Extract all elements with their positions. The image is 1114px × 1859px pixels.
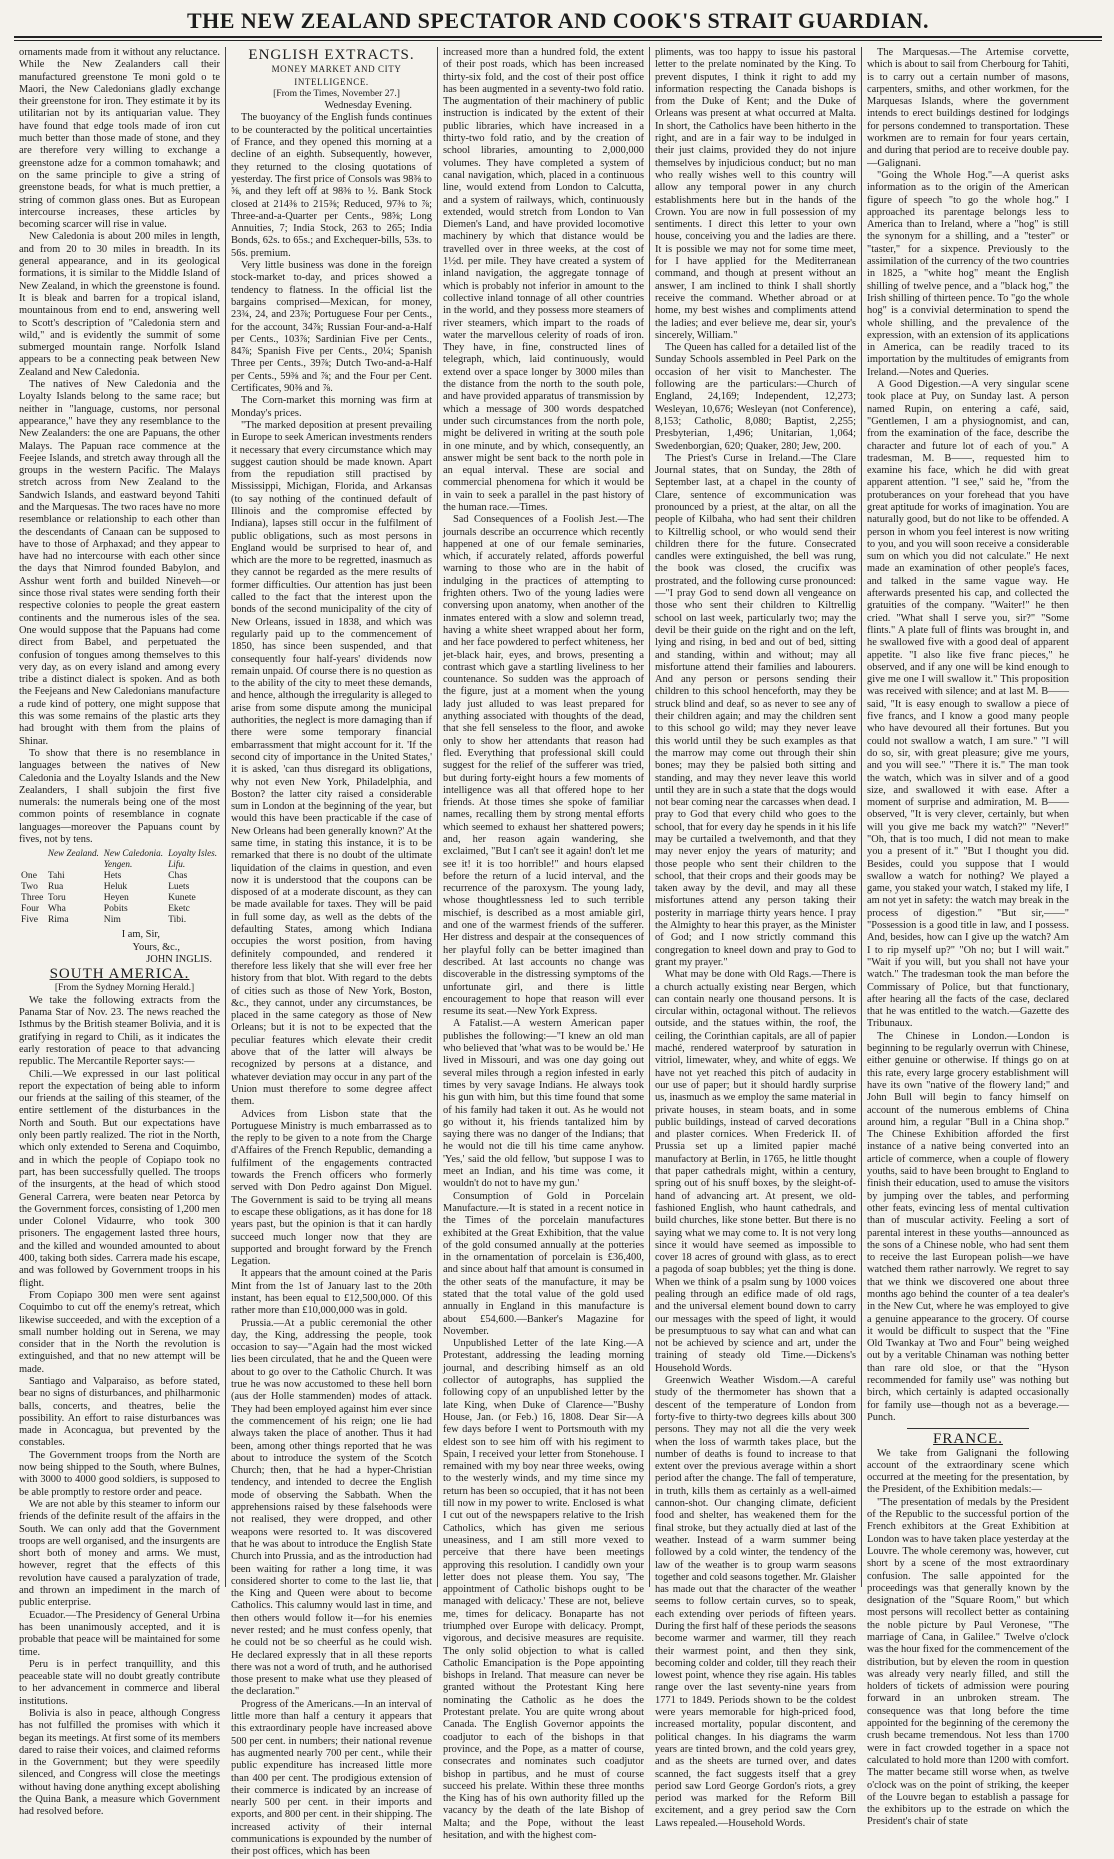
paragraph: The Priest's Curse in Ireland.—The Clare Journal states, that on Sunday, the 28th of September last, at a chapel in the county of Clare, sentence of excommunication was pronounced by a priest, at the altar, on all the people of Kilbaha, who had sent their children to Kiltrellig school, or who would send their children there for the future. Consecrated candles were extinguished, the bell was rung, the book was closed, the crucifix was prostrated, and the following curse pronounced:—"I pray God to send down all vengeance on those who sent their children to Kiltrellig school on last week, particularly two; may the devil be their guide on the right and on the left, lying and rising, in bed and out of bed, sitting and standing, within and without; may all misfortune attend their families and labourers. And any person or persons sending their children to this school henceforth, may they be struck blind and deaf, so as never to see any of their children again; and may the children sent to this school go wild; may they never leave this world until they be such examples as that the marrow may come out through their shin bones; may they be palsied both sitting and standing, and may they never leave this world until they are in such a state that the dogs would not bear coming near the carcasses when dead. I pray to God that every child who goes to the school, that for every day he spends in it his life may be curtailed a twelvemonth, and that they may never enjoy the years of maturity; and those people who sent their children to the school, that their crops and their goods may be taken away by the devil, and may all these misfortunes attend any person taking their posterity in marriage thirty years hence. I pray the Almighty to hear this prayer, as the Minister of God; and I now strictly command this congregation to kneel down and pray to God to grant my prayer.": [655, 452, 856, 968]
table-cell: Rua: [47, 881, 64, 893]
section-divider: [907, 1428, 1028, 1429]
column-3: [438, 47, 650, 1842]
paragraph: The Government troops from the North are now being shipped to the South, where Bulnes, with 3000 to 4000 good soldiers, is supposed to be able promptly to restore order and peace.: [19, 1449, 220, 1498]
table-row: [19, 870, 220, 881]
dateline: Wednesday Evening.: [324, 100, 412, 112]
paragraph: Greenwich Weather Wisdom.—A careful study of the thermometer has shown that a descent of the temperature of London from forty-five to thirty-two degrees kills about 300 persons. They may not all die the very week when the loss of warmth takes place, but the number of deaths is found to increase to that extent over the previous average within a short period after the change. The fall of temperature, in truth, kills them as certainly as a well-aimed cannon-shot. Our changing climate, deficient food and shelter, has weakened them for the final stroke, but they actually died at last of the weather. Instead of a warm summer being followed by a cold winter, the tendency of the law of the weather is to group warm seasons together and cold seasons together. Mr. Glaisher has made out that the character of the weather seems to follow certain curves, so to speak, each extending over periods of fifteen years. During the first half of these periods the seasons become warmer and warmer, till they reach their warmest point, and then they sink, becoming colder and colder, till they reach their lowest point, whence they rise again. His tables range over the last seventy-nine years from 1771 to 1849. Periods shown to be the coldest were years memorable for high-priced food, increased mortality, popular discontent, and political changes. In his diagrams the warm years are tinted brown, and the cold years grey, and as the sheets are turned over, and dates scanned, the fact suggests itself that a grey period saw Lord George Gordon's riots, a grey period was marked for the Reform Bill excitement, and a grey period saw the Corn Laws repealed.—Household Words.: [655, 1375, 856, 1829]
table-cell: Heluk: [103, 881, 128, 893]
paragraph: Prussia.—At a public ceremonial the other day, the King, addressing the people, took occasion to say—"Again had the most wicked lies been circulated, that he and the Queen were about to go over to the Catholic Church. It was true he was now accustomed to these hell born (aus der Holle stammenden) modes of attack. They had been employed against him ever since the commencement of his reign; one lie had always taken the place of another. Thus it had been, among other things reported that he was about to introduce the system of the Scotch Church; then, that he had a hyper-Christian tendency, and intended to decree the English mode of observing the Sabbath. When the apprehensions raised by these falsehoods were not realised, they were dropped, and other weapons were resorted to. It was discovered that he was about to introduce the English State Church into Prussia, and as the introduction had been waiting for rather a long time, it was considered shorter to come to the last lie, that the King and Queen were about to become Catholics. This calumny would last in time, and then others would follow it—for his enemies never rested; and he must confess openly, that he could not be so cheerful as he could wish. He declared expressly that in all these reports there was not a word of truth, and he authorised those present to make what use they pleased of the declaration.": [231, 1317, 432, 1698]
table-row: [19, 881, 220, 892]
paragraph: The buoyancy of the English funds continues to be counteracted by the political uncertainties of France, and they opened this morning at a decline of an eighth. Subsequently, however, they returned to the closing quotations of yesterday. The first price of Consols was 98⅜ to ⅝, and they left off at 98⅜ to ½. Bank Stock closed at 214⅜ to 215⅜; Reduced, 97⅜ to ⅞; Three-and-a-Quarter per Cents., 98⅝; Long Annuities, 7; India Stock, 263 to 265; India Bonds, 62s. to 65s.; and Exchequer-bills, 53s. to 56s. premium.: [231, 112, 432, 259]
section-heading: ENGLISH EXTRACTS.: [248, 47, 415, 63]
table-header: Yengen.: [103, 859, 133, 870]
section-heading: FRANCE.: [933, 1431, 1003, 1448]
table-cell: One: [21, 870, 37, 882]
paragraph: Ecuador.—The Presidency of General Urbina has been unanimously accepted, and it is probable that peace will be maintained for some time.: [19, 1609, 220, 1658]
closing: I am, Sir,: [121, 929, 160, 941]
table-cell: Four: [21, 903, 40, 915]
column-5: [862, 47, 1074, 1828]
table-cell: Nim: [103, 914, 121, 926]
source-line: [From the Sydney Morning Herald.]: [54, 982, 195, 994]
paragraph: It appears that the amount coined at the Paris Mint from the 1st of January last to the 20th instant, has been equal to £12,500,000. Of this rather more than £10,000,000 was in gold.: [231, 1268, 432, 1317]
table-cell: Chas: [168, 870, 188, 882]
table-header: Lifu.: [168, 859, 186, 870]
paragraph: The Corn-market this morning was firm at Monday's prices.: [231, 395, 432, 419]
masthead: THE NEW ZEALAND SPECTATOR AND COOK'S STRAIT GUARDIAN.: [14, 6, 1102, 38]
paragraph: Bolivia is also in peace, although Congress has not fulfilled the promises with which it began its meetings. At first some of its members dared to raise their voices, and claimed reforms in the Government; but they were speedily silenced, and Congress will close the meetings without having done anything except abolishing the Quina Bank, a measure which Government had resolved before.: [19, 1708, 220, 1818]
source-line: [From the Times, November 27.]: [273, 87, 400, 99]
paragraph: The Queen has called for a detailed list of the Sunday Schools assembled in Peel Park on the occasion of her visit to Manchester. The following are the particulars:—Church of England, 24,169; Independent, 12,273; Wesleyan, 10,676; Wesleyan (not Conference), 8,153; Catholic, 8,080; Baptist, 2,255; Presbyterian, 1,496; Unitarian, 1,064; Swedenborgian, 620; Quaker, 280; Jew, 200.: [655, 342, 856, 452]
table-cell: Luets: [168, 881, 190, 893]
table-cell: Hets: [103, 870, 122, 882]
paragraph: Unpublished Letter of the late King.—A Protestant, addressing the leading morning journal, and describing himself as an old collector of autographs, has supplied the following copy of an unpublished letter by the late King, when Duke of Clarence—"Bushy House, Jan. (or Feb.) 16, 1808. Dear Sir—A few days before I went to Portsmouth with my eldest son to see him off with his regiment to Spain, I received your letter from Stonehouse. I remained with my boy near three weeks, owing to the westerly winds, and my time since my return has been so occupied, that it has not been till now in my power to write. Enclosed is what I cut out of the newspapers relative to the Irish Catholics, which has given me serious uneasiness, and I am still more vexed to perceive that there have been meetings approving this resolution. I candidly own your letter does not please them. You say, 'The appointment of Catholic bishops ought to be managed with delicacy.' These are not, believe me, times for delicacy. Bonaparte has not triumphed over Europe with delicacy. Prompt, vigorous, and decisive measures are requisite. The only solid objection to what is called Catholic Emancipation is the Pope appointing bishops in Ireland. That measure can never be granted without the Protestant King here nominating the Catholic as he does the Protestant prelate. You are quite wrong about Canada. The English Governor appoints the coadjutor to each of the bishops in that province, and the Pope, as a matter of course, consecrates and nominates such coadjutor bishop in partibus, and he must of course succeed his prelate. Within these three months the King has of his own authority filled up the vacancy by the death of the late Bishop of Malta; and the Pope, without the least hesitation, and with the highest com-: [443, 1338, 644, 1842]
paragraph: increased more than a hundred fold, the extent of their post roads, which has been increased thirty-six fold, and the cost of their post office has been augmented in a seventy-two fold ratio. The augmentation of their machinery of public instruction is indicated by the extent of their public libraries, which have increased in a thirty-two fold ratio, and by the creation of school libraries, amounting to 2,000,000 volumes. They have completed a system of canal navigation, which, placed in a continuous line, would extend from London to Calcutta, and a system of railways, which, continuously extended, would stretch from London to Van Diemen's Land, and have provided locomotive machinery by which that distance would be travelled over in three weeks, at the cost of 1½d. per mile. They have created a system of inland navigation, the aggregate tonnage of which is probably not inferior in amount to the collective inland tonnage of all other countries in the world, and they possess more steamers of river steamers, which impart to the roads of water the marvellous celerity of roads of iron. They have, in fine, constructed lines of telegraph, which, laid continuously, would extend over a space longer by 3000 miles than the distance from the north to the south pole, and have provided apparatus of transmission by which a message of 300 words despatched under such circumstances from the north pole, might be delivered in writing at the south pole in one minute, and by which, consequently, an answer might be sent back to the north pole in an equal interval. These are social and commercial phenomena for which it would be in vain to seek a parallel in the past history of the human race.—Times.: [443, 47, 644, 513]
paragraph: A Good Digestion.—A very singular scene took place at Puy, on Sunday last. A person named Rupin, on entering a café, said, "Gentlemen, I am a physiognomist, and can, from the examination of the face, describe the character and future lot of each of you." A tradesman, M. B——, requested him to examine his face, which he did with great apparent attention. "I see," said he, "from the protuberances on your forehead that you have great aptitude for works of imagination. You are naturally good, but do not like to be offended. A person in whom you feel interest is now writing to you, and you will soon receive a considerable sum on which you did not calculate." He next made an examination of other people's faces, and talked in the same vague way. He afterwards presented his cap, and collected the gratuities of the company. "Waiter!" he then cried. "What shall I serve you, sir?" "Some flints." A plate full of flints was brought in, and he swallowed five with a good deal of apparent appetite. "I also like five franc pieces," he observed, and if any one will be kind enough to give me one I will swallow it." This proposition was received with silence; and at last M. B—— said, "It is easy enough to swallow a piece of five francs, and I know a good many people who have devoured all their fortunes. But you could not swallow a watch, I am sure." "I will do so, sir, with great pleasure; give me yours, and you will see." "There it is." The man took the watch, which was in silver and of a good size, and swallowed it with ease. After a moment of surprise and admiration, M. B—— observed, "It is very clever, certainly, but when will you give me back my watch?" "Never!" "Oh, that is too much, I did not mean to make you a present of it." "But I thought you did. Besides, could you suppose that I would swallow a watch for nothing? We played a game, you staked your watch, I staked my life, I am not yet in safety: the watch may break in the process of digestion." "But sir,——" "Possession is a good title in law, and I possess. And, besides, how can I give up the watch? Am I to rip myself up?" "Oh no; but I will wait." "Wait if you will, but you shall not have your watch." The tradesman took the man before the Commissary of Police, but that functionary, after hearing all the facts of the case, declared that he was entitled to the watch.—Gazette des Tribunaux.: [867, 379, 1069, 1030]
section-subheading: MONEY MARKET AND CITY INTELLIGENCE.: [271, 64, 402, 87]
signature: JOHN INGLIS.: [146, 953, 212, 965]
paragraph: Peru is in perfect tranquillity, and this peaceable state will no doubt greatly contribute to her advancement in commerce and liberal institutions.: [19, 1658, 220, 1707]
numerals-table: [19, 848, 220, 925]
paragraph: We are not able by this steamer to inform our friends of the definite result of the affairs in the South. We can only add that the Government troops are well organised, and the insurgents are short both of money and arms. We must, however, regret that the effects of this revolution have caused a paralyzation of trade, and thrown an impediment in the march of public enterprise.: [19, 1498, 220, 1609]
table-header: Loyalty Isles.: [168, 848, 218, 859]
paragraph: The Chinese in London.—London is beginning to be regularly overrun with Chinese, either genuine or otherwise. If things go on at this rate, every large grocery establishment will have its own "native of the flowery land;" and John Bull will begin to fancy himself on account of the numerous emblems of China around him, a regular "Bull in a China shop." The Chinese Exhibition afforded the first instance of a native being converted into an article of commerce, when a couple of flowery youths, said to have been brought to England to finish their education, used to amuse the visitors by jumping over the tables, and performing other feats, evincing less of mental cultivation than of muscular activity. Feeling a sort of parental interest in these youths—announced as the sons of a Chinese noble, who had sent them to receive the last European polish—we have watched them rather narrowly. We regret to say that we think we discovered one about three months ago behind the counter of a tea dealer's in the New Cut, where he was employed to give a genuine appearance to the grocery. Of course it would be difficult to suspect that the "Fine Old Twankay at Two and Four" being weighed out by a veritable Chinaman was nothing better than rare old sloe, or that the "Hyson recommended for family use" was nothing but birch, which certainly is adapted occasionally for family use—though not as a beverage.—Punch.: [867, 1030, 1069, 1423]
paragraph: Progress of the Americans.—In an interval of little more than half a century it appears that this extraordinary people have increased above 500 per cent. in numbers; their national revenue has augmented nearly 700 per cent., while their public expenditure has increased little more than 400 per cent. The prodigious extension of their commerce is indicated by an increase of nearly 500 per cent. in their imports and exports, and 800 per cent. in their shipping. The increased activity of their internal communications is expounded by the number of their post offices, which has been: [231, 1698, 432, 1858]
table-cell: Tibi.: [168, 914, 187, 926]
column-2: [226, 47, 438, 1858]
paragraph: Santiago and Valparaiso, as before stated, bear no signs of disturbances, and philharmonic balls, concerts, and theatres, belie the possibility. An effort to raise disturbances was made in Aconcagua, but prevented by the constables.: [19, 1375, 220, 1449]
table-row: [19, 903, 220, 914]
column-4: [650, 47, 862, 1829]
table-cell: Heyen: [103, 892, 129, 904]
closing: Yours, &c.,: [132, 941, 180, 953]
paragraph: The natives of New Caledonia and the Loyalty Islands belong to the same race; but neither in "language, customs, nor personal appearance," have they any resemblance to the New Zealanders: the one are Papuans, the other Malays. The Papuan race commence at the Feejee Islands, and stretch away through all the groups in the western Pacific. The Malays stretch across from New Zealand to the Sandwich Islands, and eastward beyond Tahiti and the Marquesas. The two races have no more resemblance or relationship to each other than the descendants of Canaan can be supposed to have to those of Arphaxad; and they appear to have had no intercourse with each other since the days that Nimrod founded Babylon, and Asshur went forth and builded Nineveh—or since those rival states were sending forth their respective colonies to people the great eastern continents and the numerous isles of the sea. One would suppose that the Papuans had come direct from Babel, and perpetuated the confusion of tongues among themselves to this very day, as on every island and among every tribe a distinct dialect is spoken. And as both the Feejeans and New Caledonians manufacture a rude kind of pottery, one might suppose that this was some remains of the plastic arts they had brought with them from the plains of Shinar.: [19, 379, 220, 747]
table-cell: Two: [21, 881, 38, 893]
paragraph: "Going the Whole Hog."—A querist asks information as to the origin of the American figure of speech "to go the whole hog." I approached its parentage belongs less to America than to Ireland, where a "hog" is still the synonym for a shilling, and a "tester" or "taster," for a sixpence. Previously to the assimilation of the currency of the two countries in 1825, a "white hog" meant the English shilling of twelve pence, and a "black hog," the Irish shilling of thirteen pence. To "go the whole hog" is a convivial determination to spend the whole shilling, and the prevalence of the expression, with an extension of its applications in America, can be readily traced to its importation by the multitudes of emigrants from Ireland.—Notes and Queries.: [867, 169, 1069, 378]
paragraph: Chili.—We expressed in our last political report the expectation of being able to inform our friends at the sailing of this steamer, of the entire settlement of the disturbances in the North and South. But our expectations have only been partly realized. The riot in the North, which only extended to Serena and Coquimbo, and in which the people of Copiapo took no part, has been successfully quelled. The troops of the insurgents, at the head of which stood General Carrera, were beaten near Petorca by the Government forces, consisting of 1,200 men under Colonel Vidaurre, who took 300 prisoners. The engagement lasted three hours, and the killed and wounded amounted to about 400, taking both sides. Carrera made his escape, and was followed by Government troops in his flight.: [19, 1068, 220, 1289]
table-cell: Tahi: [47, 870, 65, 882]
paragraph: pliments, was too happy to issue his pastoral letter to the prelate nominated by the King. To prevent disputes, I think it right to add my information respecting the Canada bishops is from the Duke of Kent; and the Duke of Orleans was present at what occurred at Malta. In short, the Catholics have been hitherto in the right, and are in a fair way to be indulged in their just claims, provided they do not injure themselves by injudicious conduct; but no man who really wishes well to this country will allow any temporal power in any church establishments here but in the hands of the Crown. You are now in full possession of my sentiments. I direct this letter to your own house, conceiving you and the ladies are there. It is possible we may not for some time meet, for I have applied for the Mediterranean command, and though at present without an answer, I am inclined to think I shall shortly receive the command. Whether abroad or at home, my best wishes and compliments attend the ladies; and ever believe me, dear sir, your's sincerely, William.": [655, 47, 856, 341]
table-subheader-row: [19, 859, 220, 870]
table-cell: Three: [21, 892, 44, 904]
table-row: [19, 914, 220, 925]
columns: [14, 47, 1102, 1858]
table-header: [19, 848, 46, 859]
masthead-rule: [14, 40, 1102, 41]
table-cell: Eketc: [168, 903, 190, 915]
table-cell: Five: [21, 914, 39, 926]
column-1: [14, 47, 226, 1818]
table-cell: Rima: [47, 914, 69, 926]
paragraph: We take from Galignani the following account of the extraordinary scene which occurred at the meeting for the presentation, by the President, of the Exhibition medals:—: [867, 1447, 1069, 1496]
paragraph: What may be done with Old Rags.—There is a church actually existing near Bergen, which can contain nearly one thousand persons. It is circular within, octagonal without. The relievos outside, and the statues within, the roof, the ceiling, the Corinthian capitals, are all of papier maché, rendered waterproof by saturation in vitriol, limewater, whey, and white of eggs. We have not yet reached this pitch of audacity in our use of paper; but it should hardly surprise us, inasmuch as we employ the same material in private houses, in steam boats, and in some public buildings, instead of carved decorations and plaster cornices. When Frederick II. of Prussia set up a limited papier maché manufactory at Berlin, in 1765, he little thought that paper cathedrals might, within a century, spring out of his snuff boxes, by the sleight-of-hand of advancing art. At present, we old-fashioned English, who haunt cathedrals, and build churches, like stone better. But there is no saying what we may come to. It is not very long since it would have seemed as impossible to cover 18 acres of ground with glass, as to erect a pagoda of soap bubbles; yet the thing is done. When we think of a psalm sung by 1000 voices pealing through an edifice made of old rags, and the universal element bound down to carry our messages with the speed of light, it would be presumptuous to say what can and what can not be achieved by science and art, under the training of steady old Time.—Dickens's Household Words.: [655, 969, 856, 1374]
table-cell: Kunete: [168, 892, 196, 904]
paragraph: "The presentation of medals by the President of the Republic to the successful portion of the French exhibitors at the Great Exhibition at London was to have taken place yesterday at the Louvre. The whole ceremony was, however, cut short by a scene of the most extraordinary confusion. The salle appointed for the proceedings was that generally known by the designation of the "Square Room," but which most persons will recollect better as containing the noble picture by Paul Veronese, "The marriage of Cana, in Galilee." Twelve o'clock was the hour fixed for the commencement of the distribution, but by eleven the room in question was already very nearly filled, and still the holders of tickets of admission were pouring forward in an unbroken stream. The consequence was that long before the time appointed for the beginning of the ceremony the crush became tremendous. Not less than 1700 were in fact crowded together in a space not calculated to hold more than 1200 with comfort. The matter became still worse when, as twelve o'clock was on the point of striking, the keeper of the Louvre began to establish a passage for the exhibitors up to the estrade on which the President's chair of state: [867, 1496, 1069, 1828]
table-cell: Wha: [47, 903, 66, 915]
paragraph: From Copiapo 300 men were sent against Coquimbo to cut off the enemy's retreat, which likewise succeeded, and with the exception of a small number holding out in Serena, we may consider that in the North the revolution is extinguished, and that no new attempt will be made.: [19, 1289, 220, 1375]
paragraph: Advices from Lisbon state that the Portuguese Ministry is much embarrassed as to the reply to be given to a note from the Charge d'Affaires of the French Republic, demanding a fulfilment of the engagements contracted towards the French officers who formerly served with Don Pedro against Don Miguel. The Government is said to be trying all means to escape these obligations, as it has done for 18 years past, but the opinion is that it can hardly succeed much longer now that they are supported and brought forward by the French Legation.: [231, 1108, 432, 1268]
paragraph: Very little business was done in the foreign stock-market to-day, and prices showed a tendency to flatness. In the official list the bargains comprised—Mexican, for money, 23¾, 24, and 23⅞; Portuguese Four per Cents., for the account, 34⅞; Russian Four-and-a-Half per Cents., 103⅞; Sardinian Five per Cents., 84⅞; Spanish Five per Cents., 20¼; Spanish Three per Cents., 39⅞; Dutch Two-and-a-Half per Cents., 59⅜ and ⅞; and the Four per Cent. Certificates, 90⅜ and ⅞.: [231, 260, 432, 395]
section-heading: SOUTH AMERICA.: [49, 966, 190, 983]
paragraph: ornaments made from it without any reluctance. While the New Zealanders call their manufactured greenstone Te moni gold o te Maori, the New Caledonians gladly exchange their greenstone for iron. They estimate it by its utilitarian not by its antiquarian value. They have found that edge tools made of iron cut much better than those made of stone, and they are therefore very willing to exchange a greenstone adze for a common tomahawk; and on the same principle to give a string of greenstone beads, for what is much prettier, a string of common glass ones. But as European intercourse increases, these articles by becoming scarcer will rise in value.: [19, 47, 220, 231]
paragraph: The Marquesas.—The Artemise corvette, which is about to sail from Cherbourg for Tahiti, is to carry out a certain number of masons, carpenters, smiths, and other workmen, for the Marquesas Islands, where the government intends to erect buildings destined for lodgings for persons condemned to transportation. These workmen are to remain for four years certain, and during that period are to receive double pay.—Galignani.: [867, 47, 1069, 169]
paragraph: To show that there is no resemblance in languages between the natives of New Caledonia and the Loyalty Islands and the New Zealanders, I shall subjoin the first five numerals: the numerals being one of the most common points of resemblance in cognate languages—moreover the Papuans count by fives, not by tens.: [19, 747, 220, 845]
paragraph: New Caledonia is about 200 miles in length, and from 20 to 30 miles in breadth. In its general appearance, and in its geological formations, it is similar to the Middle Island of New Zealand, in which the greenstone is found. It is bleak and barren for a tropical island, mountainous from end to end, answering well to Scott's description of "Caledonia stern and wild," and is evidently the summit of some submerged mountain range. Norfolk Island appears to be a connecting peak between New Zealand and New Caledonia.: [19, 231, 220, 378]
paragraph: A Fatalist.—A western American paper publishes the following:—"I knew an old man who believed that 'what was to be would be.' He lived in Missouri, and was one day going out several miles through a region infested in early times by very savage Indians. He always took his gun with him, but this time found that some of his family had taken it out. As he would not go without it, his friends tantalized him by saying there was no danger of the Indians; that he would not die till his time came anyhow. 'Yes,' said the old fellow, 'but suppose I was to meet an Indian, and his time was come, it wouldn't do not to have my gun.': [443, 1018, 644, 1190]
paragraph: We take the following extracts from the Panama Star of Nov. 23. The news reached the Isthmus by the British steamer Bolivia, and it is gratifying in regard to Chili, as it indicates the early restoration of peace to that advancing republic. The Mercantile Reporter says:—: [19, 994, 220, 1068]
table-header-row: [19, 848, 220, 859]
paragraph: Sad Consequences of a Foolish Jest.—The journals describe an occurrence which recently happened at one of our female seminaries, which, if accurately related, affords powerful warning to those who are in the habit of indulging in the practices of attempting to frighten others. Two of the young ladies were conversing upon anatomy, when another of the inmates entered with a slow and solemn tread, having a white sheet wrapped about her form, and her face powdered to perfect whiteness, her jet-black hair, eyes, and brows, presenting a contrast which gave a startling liveliness to her countenance. So sudden was the approach of the figure, just at a moment when the young lady just alluded to was least prepared for anything associated with thoughts of the dead, that she fell senseless to the floor, and awoke only to show her attendants that reason had fled. Everything that professional skill could suggest for the relief of the sufferer was tried, but during forty-eight hours a few moments of intelligence was all that offered hope to her friends. At those times she spoke of familiar names, recalling them by strong mental efforts which seemed to exhaust her shattered powers; and, her reason again wandering, she exclaimed, "But I can't see it again! don't let me see it! it is too horrible!" and hours elapsed before the return of a lucid interval, and the recurrence of the paroxysm. The young lady, whose thoughtlessness led to such terrible mischief, is described as a most amiable girl, and one of the warmest friends of the sufferer. Her distress and despair at the consequences of her playful folly can be better imagined than described. At last accounts no change was discoverable in the distressing symptoms of the unfortunate girl, and there is little encouragement to hope that reason will ever resume its seat.—New York Express.: [443, 514, 644, 1018]
paragraph: "The marked deposition at present prevailing in Europe to seek American investments renders it necessary that every circumstance which may suggest caution should be made known. Apart from the repudiation still practised by Mississippi, Michigan, Florida, and Arkansas (to say nothing of the continued default of Illinois and the compromise effected by Indiana), lapses still occur in the fulfilment of public obligations, such as most persons in England would be surprised to hear of, and which are the more to be regretted, inasmuch as they cannot be regarded as the mere results of former difficulties. Our attention has just been called to the fact that the interest upon the bonds of the second municipality of the city of New Orleans, issued in 1838, and which was regularly paid up to the commencement of 1850, has since been suspended, and that consequently four half-years' dividends now remain unpaid. Of course there is no question as to the ability of the city to meet these demands, and hence, although the irregularity is alleged to arise from some dispute among the municipal authorities, the neglect is more damaging than if there were some temporary financial embarrassment that might account for it. 'If the second city of importance in the United States,' it is asked, 'can thus disregard its obligations, why not even New York, Philadelphia, and Boston? the latter city raised a considerable sum in London at the beginning of the year, but would this have been practicable if the case of New Orleans had been generally known?' At the same time, in stating this instance, it is to be remarked that there is no doubt of the ultimate liquidation of the claims in question, and even now it is understood that the coupons can be disposed of at a moderate discount, as they can be made available for taxes. They will be paid in full some day, as well as the debts of the defaulting States, among which Indiana occupies the worst position, from having definitely compounded, and rendered it therefore less likely that she will ever free her history from that blot. With regard to the debts of cities such as those of New York, Boston, &c., they cannot, under any circumstances, be placed in the same category as those of New Orleans; but it is not to be expected that the peculiar features which elevate their credit above that of the latter will always be recognized by persons at a distance, and whatever deviation may occur in any part of the Union must therefore to some degree affect them.: [231, 419, 432, 1108]
table-row: [19, 892, 220, 903]
paragraph: Consumption of Gold in Porcelain Manufacture.—It is stated in a recent notice in the Times of the porcelain manufactures exhibited at the Great Exhibition, that the value of the gold consumed annually at the potteries in the ornamentation of porcelain is £36,400, and since about half that amount is consumed in the other seats of the manufacture, it may be stated that the total value of the gold used annually in England in this manufacture is about £54,600.—Banker's Magazine for November.: [443, 1190, 644, 1337]
table-cell: Pobits: [103, 903, 128, 915]
table-header: New Caledonia.: [103, 848, 163, 859]
table-cell: Toru: [47, 892, 66, 904]
table-header: New Zealand.: [47, 848, 99, 859]
